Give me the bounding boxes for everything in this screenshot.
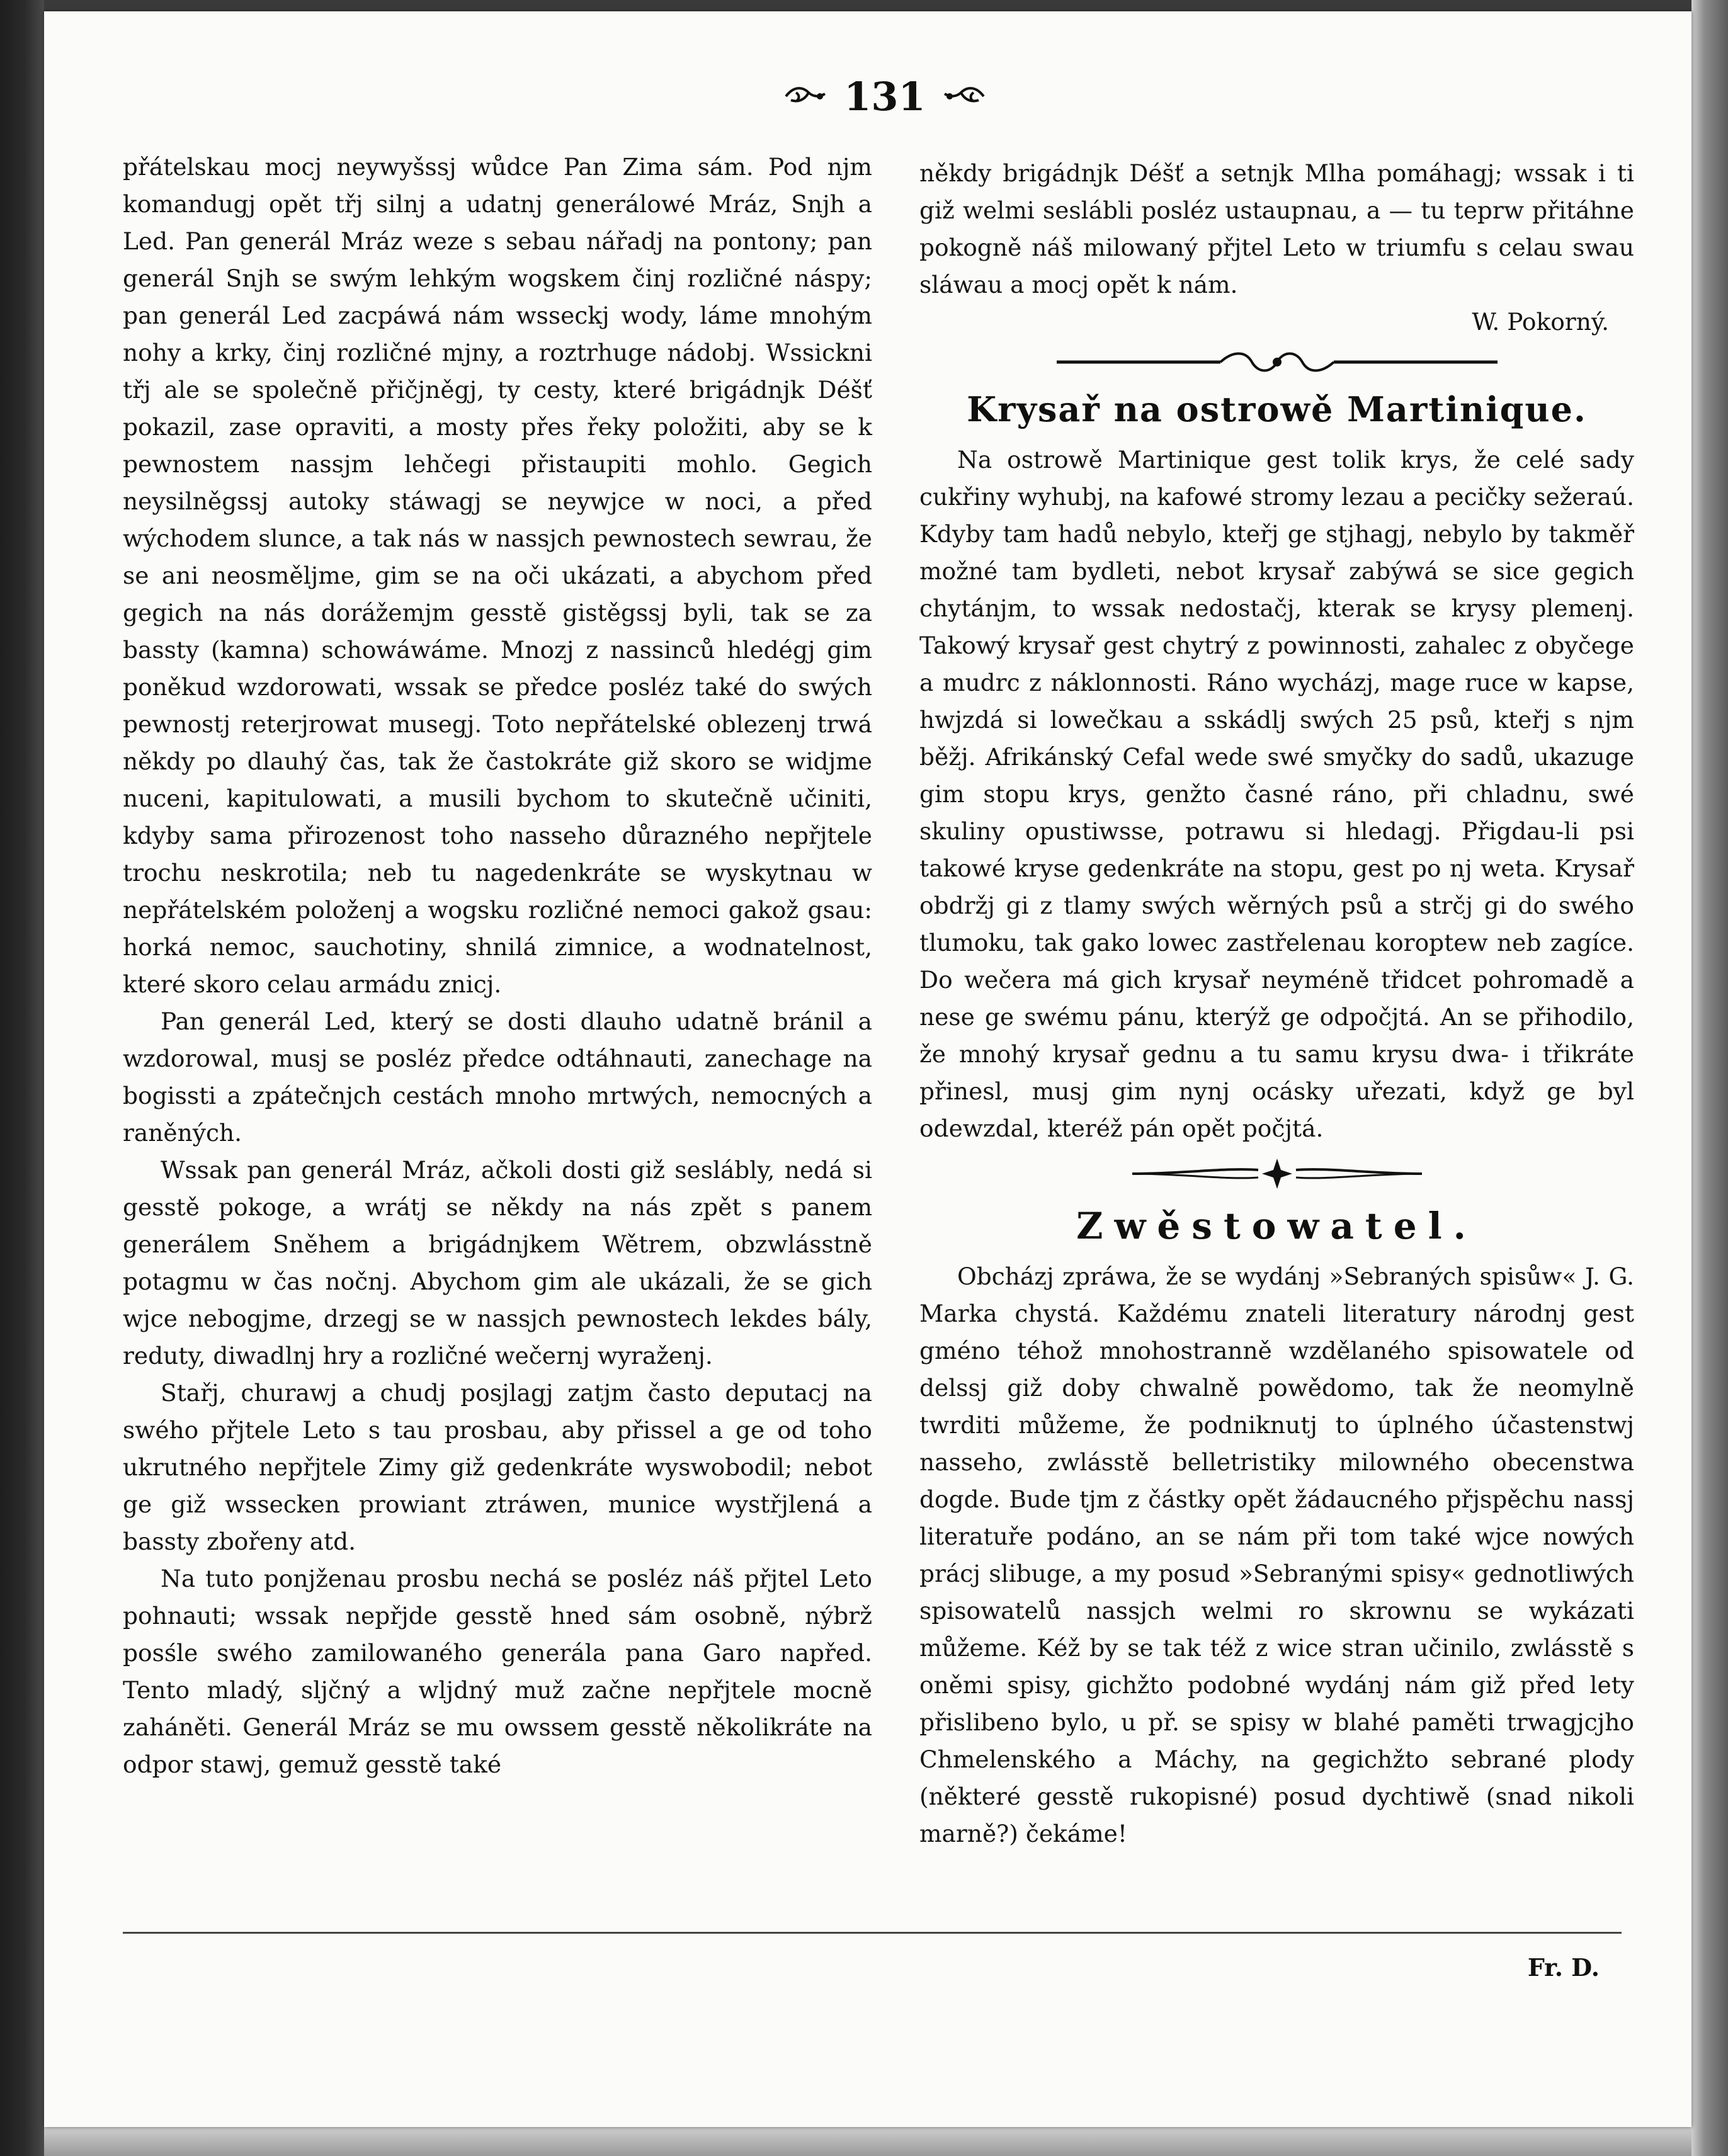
left-paragraph-5: Na tuto ponjženau prosbu nechá se posléz náš přjtel Leto pohnauti; wssak nepřjde gesstě hned sám osobně, nýbrž posśle swého zamilowaného generála pana Garo napřed. Tento mladý, sljčný a wljdný muž začne nepřjtele mocně zaháněti. Generál Mráz se mu owssem gesstě několikráte na odpor stawj, gemuž gesstě také xyxy=(123,1565,872,1778)
scan-edge-left xyxy=(0,0,44,2156)
right-column xyxy=(869,155,1634,1852)
fleuron-left-icon xyxy=(783,84,827,109)
left-paragraph-2: Pan generál Led, který se dosti dlauho udatně bránil a wzdorowal, musj se posléz předce odtáhnauti, zanechage na bogissti a zpátečnjch cestách mnoho mrtwých, nemocných a raněných. xyxy=(123,1007,872,1147)
left-column xyxy=(123,149,872,1783)
scan-edge-right xyxy=(1691,0,1728,2156)
author-signature: W. Pokorný. xyxy=(1472,308,1609,336)
left-paragraph-4: Stařj, churawj a chudj posjlagj zatjm často deputacj na swého přjtele Leto s tau prosbau, aby přissel a ge od toho ukrutného nepřjtele Zimy giž gedenkráte wyswobodil; nebot ge giž wssecken prowiant ztráwen, munice wystřjlená a bassty zbořeny atd. xyxy=(123,1379,872,1555)
notice-signature: Fr. D. xyxy=(1527,1953,1600,1982)
right-continuation: někdy brigádnjk Déšť a setnjk Mlha pomáhagj; wssak i ti giž welmi seslábli posléz ustaupnau, a — tu teprw přitáhne pokogně náš milowaný přjtel Leto w triumfu s celau swau sláwau a mocj opět k nám. xyxy=(919,159,1634,298)
notice-paragraph: Obcházj zpráwa, že se wydánj »Sebraných spisůw« J. G. Marka chystá. Každému znateli literatury národnj gest gméno téhož mnohostranně wzdělaného spisowatele od delssj giž doby chwalně powědomo, tak že neomylně twrditi můžeme, že podniknutj to úplného účastenstwj nasseho, zwlásstě belletristiky milowného obecenstwa dogde. Bude tjm z částky opět žádaucného přjspěchu nassj literatuře podáno, an se nám při tom také wjce nowých prácj slibuge, a my posud »Sebranými spisy« gednotliwých spisowatelů nassjch welmi ro skrownu se wykázati můžeme. Kéž by se tak též z wice stran učinilo, zwlásstě s oněmi spisy, gichžto podobné wydánj nám giž před lety přislibeno bylo, u př. se spisy w blahé paměti trwagjcjho Chmelenského a Máchy, na gegichžto sebrané plody (některé gesstě rukopisné) posud dychtiwě (snad nikoli marně?) čekáme! xyxy=(919,1262,1634,1847)
page-number: 131 xyxy=(844,73,926,120)
footer-rule xyxy=(123,1932,1622,1934)
page-header xyxy=(781,68,989,125)
scan-edge-bottom xyxy=(44,2122,1691,2156)
left-paragraph-1: přátelskau mocj neywyšssj wůdce Pan Zima sám. Pod njm komandugj opět třj silnj a udatnj generálowé Mráz, Snjh a Led. Pan generál Mráz weze s sebau nářadj na pontony; pan generál Snjh se swým lehkým wogskem činj rozličné náspy; pan generál Led zacpáwá nám wsseckj wody, láme mnohým nohy a krky, činj rozličné mjny, a roztrhuge nádobj. Wssickni třj ale se společně přičjněgj, ty cesty, které brigádnjk Déšť pokazil, zase opraviti, a mosty přes řeky položiti, aby se k pewnostem nassjm lehčegi přistaupiti mohlo. Gegich neysilněgssj autoky stáwagj se neywjce w noci, a před wýchodem slunce, a tak nás w nassjch pewnostech sewrau, že se ani neosměljme, gim se na oči ukázati, a abychom před gegich na nás dorážemjm gesstě gistěgssj byli, tak se za bassty (kamna) schowáwáme. Mnozj z nassinců hledégj gim poněkud wzdorowati, wssak se předce posléz také do swých pewnostj reterjrowat musegj. Toto nepřátelské oblezenj trwá někdy po dlauhý čas, tak že častokráte giž skoro se widjme nuceni, kapitulowati, a musili bychom to skutečně učiniti, kdyby sama přirozenost toho nasseho důrazného nepřjtele trochu neskrotila; neb tu nagedenkráte se wyskytnau w nepřátelském položenj a wogsku rozličné nemoci gakož gsau: horká nemoc, sauchotiny, shnilá zimnice, a wodnatelnost, které skoro celau armádu znicj. xyxy=(123,153,872,998)
section-divider-icon xyxy=(1057,348,1498,376)
left-paragraph-3: Wssak pan generál Mráz, ačkoli dosti giž seslábly, nedá si gesstě pokoge, a wrátj se někdy na nás zpět s panem generálem Sněhem a brigádnjkem Wětrem, obzwlásstně potagmu w čas nočnj. Abychom gim ale ukázali, že se gich wjce nebogjme, drzegj se w nassjch pewnostech lekdes bály, reduty, diwadlnj hry a rozličné wečernj wyraženj. xyxy=(123,1156,872,1370)
fleuron-right-icon xyxy=(942,84,986,109)
notice-title: Zwěstowatel. xyxy=(1076,1205,1477,1247)
star-ornament-icon xyxy=(1132,1155,1422,1193)
article-title: Krysař na ostrowě Martinique. xyxy=(967,389,1587,429)
article-paragraph: Na ostrowě Martinique gest tolik krys, že celé sady cukřiny wyhubj, na kafowé stromy lezau a pecičky sežeraú. Kdyby tam hadů nebylo, kteřj ge stjhagj, nebylo by takměř možné tam bydleti, nebot krysař zabýwá se sice gegich chytánjm, to wssak nedostačj, kterak se krysy plemenj. Takowý krysař gest chytrý z powinnosti, zahalec z obyčege a mudrc z náklonnosti. Ráno wycházj, mage ruce w kapse, hwjzdá si lowečkau a sskádlj swých 25 psů, kteřj s njm běžj. Afrikánský Cefal wede swé smyčky do sadů, ukazuge gim stopu krys, genžto časné ráno, při chladnu, swé skuliny opustiwsse, potrawu si hledagj. Přigdau-li psi takowé kryse gedenkráte na stopu, gest po nj weta. Krysař obdržj gi z tlamy swých wěrných psů a strčj gi do swého tlumoku, tak gako lowec zastřelenau koroptew neb zagíce. Do wečera má gich krysař neyméně třidcet pohromadě a nese ge swému pánu, kterýž ge odpočjtá. An se přihodilo, že mnohý krysař gednu a tu samu krysu dwa- i třikráte přinesl, musj gim nynj ocásky uřezati, když ge byl odewzdal, kteréž pán opět počjtá. xyxy=(919,446,1634,1142)
